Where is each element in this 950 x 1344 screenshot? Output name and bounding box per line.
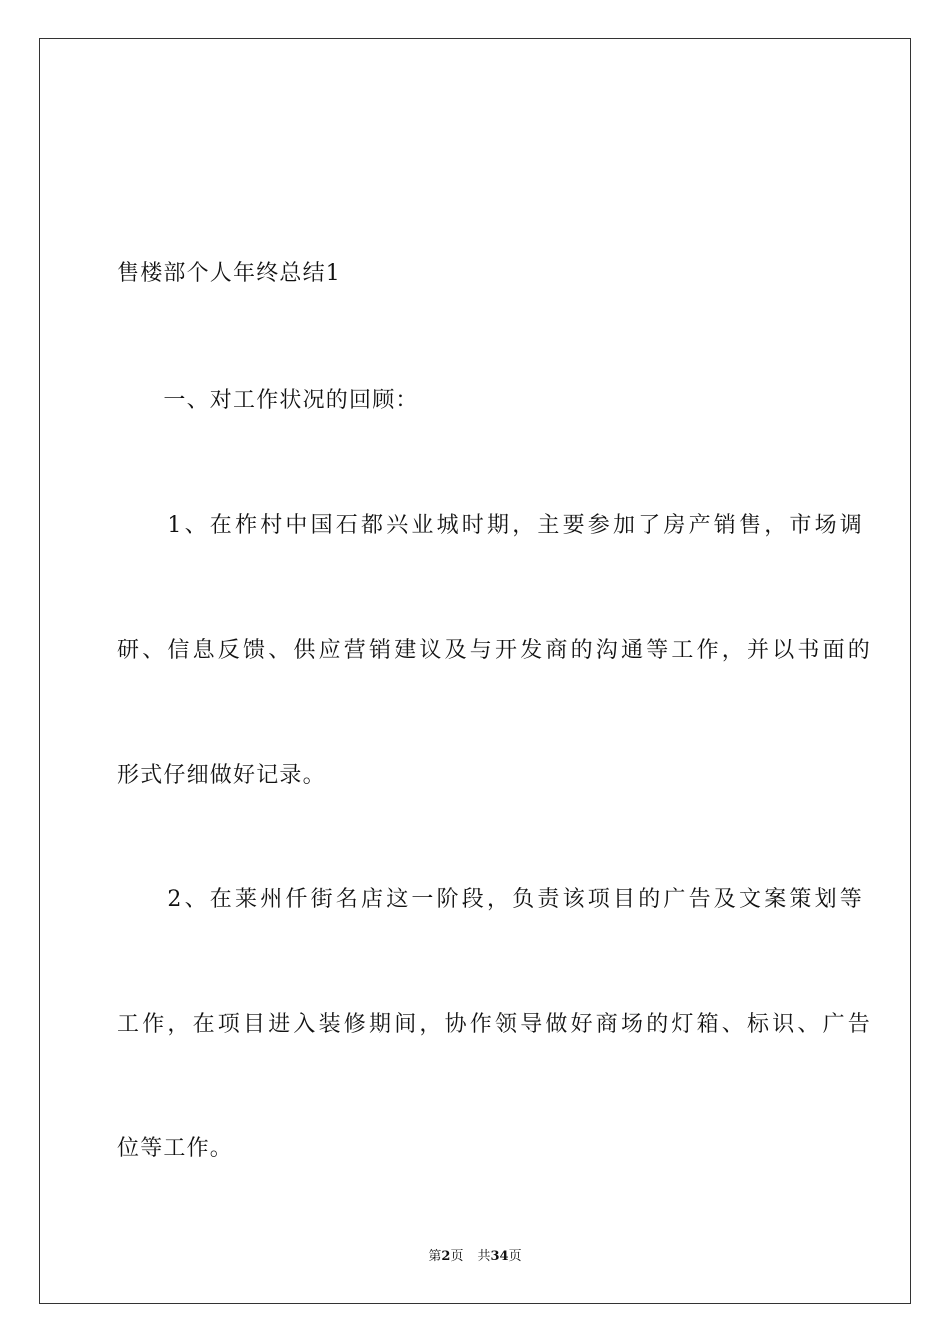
section-heading: 一、对工作状况的回顾： <box>117 388 419 413</box>
footer-total-suffix: 页 <box>508 1249 522 1264</box>
paragraph-line: 2、在莱州仟街名店这一阶段，负责该项目的广告及文案策划等 <box>117 887 865 912</box>
footer-total-pages: 34 <box>490 1249 509 1264</box>
paragraph-line: 工作，在项目进入装修期间，协作领导做好商场的灯箱、标识、广告 <box>117 1012 874 1037</box>
paragraph-line: 形式仔细做好记录。 <box>117 763 326 788</box>
page-border <box>39 38 911 1304</box>
paragraph-line: 研、信息反馈、供应营销建议及与开发商的沟通等工作，并以书面的 <box>117 638 874 663</box>
page-footer <box>0 1248 950 1266</box>
footer-page-suffix: 页 <box>450 1249 464 1264</box>
paragraph-line: 1、在柞村中国石都兴业城时期，主要参加了房产销售，市场调 <box>117 513 865 538</box>
footer-total-prefix: 共 <box>477 1249 491 1264</box>
footer-page-prefix: 第 <box>428 1249 442 1264</box>
document-title: 售楼部个人年终总结1 <box>117 261 341 286</box>
footer-page-number: 2 <box>441 1249 451 1264</box>
paragraph-line: 位等工作。 <box>117 1136 234 1161</box>
